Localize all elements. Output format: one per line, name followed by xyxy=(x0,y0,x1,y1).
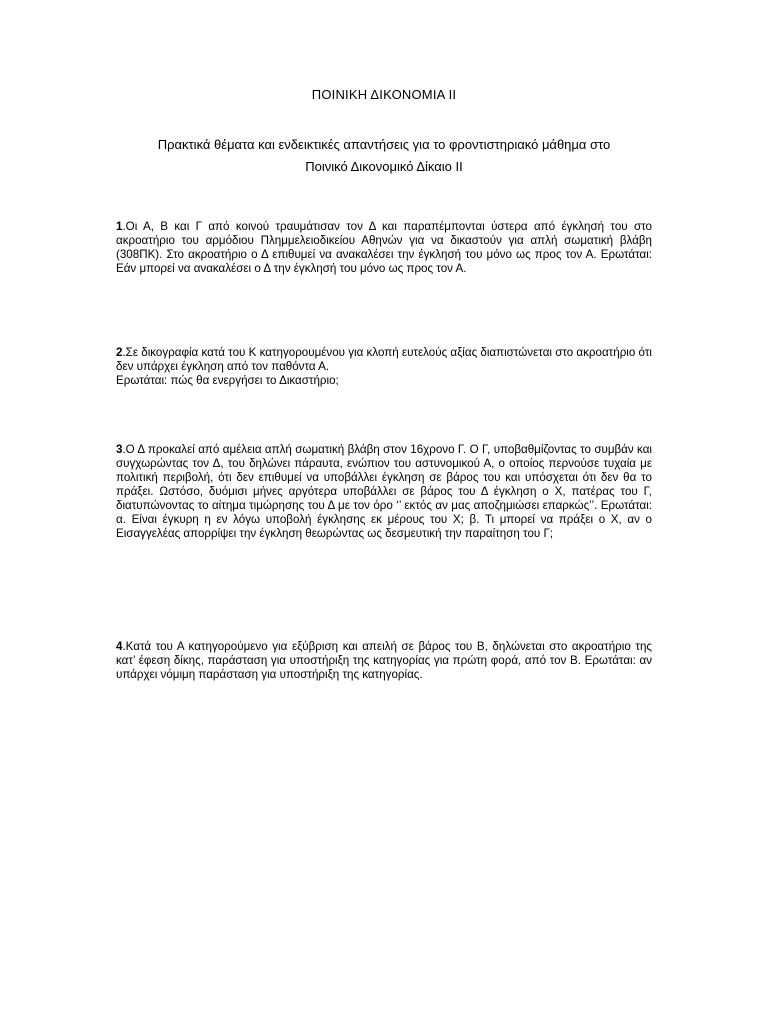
question-2 xyxy=(116,346,652,388)
question-3 xyxy=(116,443,652,541)
subtitle-line-1: Πρακτικά θέματα και ενδεικτικές απαντήσεις για το φροντιστηριακό μάθημα στο xyxy=(157,137,611,152)
question-prompt: Ερωτάται: πώς θα ενεργήσει το Δικαστήριο; xyxy=(116,374,339,387)
document-title: ΠΟΙΝΙΚΗ ΔΙΚΟΝΟΜΙΑ ΙΙ xyxy=(311,87,457,102)
question-text: .Κατά του Α κατηγορούμενο για εξύβριση και απειλή σε βάρος του Β, δηλώνεται στο ακροατήριο της κατ’ έφεση δίκης, παράσταση για υποστήριξη της κατηγορίας για πρώτη φορά, από τον Β. Ερωτάται: αν υπάρχει νόμιμη παράσταση για υποστήριξη της κατηγορίας. xyxy=(116,640,652,681)
question-4 xyxy=(116,640,652,682)
question-number: 2 xyxy=(116,346,123,359)
question-number: 3 xyxy=(116,443,123,456)
question-text: .Ο Δ προκαλεί από αμέλεια απλή σωματική βλάβη στον 16χρονο Γ. Ο Γ, υποβαθμίζοντας το συμβάν και συγχωρώντας τον Δ, του δηλώνει πάραυτα, ενώπιον του αστυνομικού Α, ο οποίος περνούσε τυχαία με πολιτική περιβολή, ότι δεν επιθυμεί να υποβάλλει έγκληση σε βάρος του και υπόσχεται ότι δεν θα το πράξει. Ωστόσο, δυόμισι μήνες αργότερα υποβάλλει σε βάρος του Δ έγκληση ο Χ, πατέρας του Γ, διατυπώνοντας το αίτημα τιμώρησης του Δ με τον όρο ‘’ εκτός αν μας αποζημιώσει επαρκώς’’. Ερωτάται: α. Είναι έγκυρη η εν λόγω υποβολή έγκλησης εκ μέρους του Χ; β. Τι μπορεί να πράξει ο Χ, αν ο Εισαγγελέας απορρίψει την έγκληση θεωρώντας ως δεσμευτική την παραίτηση του Γ; xyxy=(116,443,652,540)
question-1 xyxy=(116,220,652,276)
question-number: 4 xyxy=(116,640,123,653)
subtitle-line-2: Ποινικό Δικονομικό Δίκαιο ΙΙ xyxy=(305,159,463,174)
question-text: .Σε δικογραφία κατά του Κ κατηγορουμένου για κλοπή ευτελούς αξίας διαπιστώνεται στο ακροατήριο ότι δεν υπάρχει έγκληση από τον παθόντα Α. xyxy=(116,346,652,373)
question-text: .Οι Α, Β και Γ από κοινού τραυμάτισαν τον Δ και παραπέμπονται ύστερα από έγκλησή του στο ακροατήριο του αρμόδιου Πλημμελειοδικείου Αθηνών για να δικαστούν για απλή σωματική βλάβη (308ΠΚ). Στο ακροατήριο ο Δ επιθυμεί να ανακαλέσει την έγκλησή του μόνο ως προς τον Α. Ερωτάται: Εάν μπορεί να ανακαλέσει ο Δ την έγκλησή του μόνο ως προς τον Α. xyxy=(116,220,652,275)
document-subtitle xyxy=(100,134,668,178)
question-number: 1 xyxy=(116,220,123,233)
